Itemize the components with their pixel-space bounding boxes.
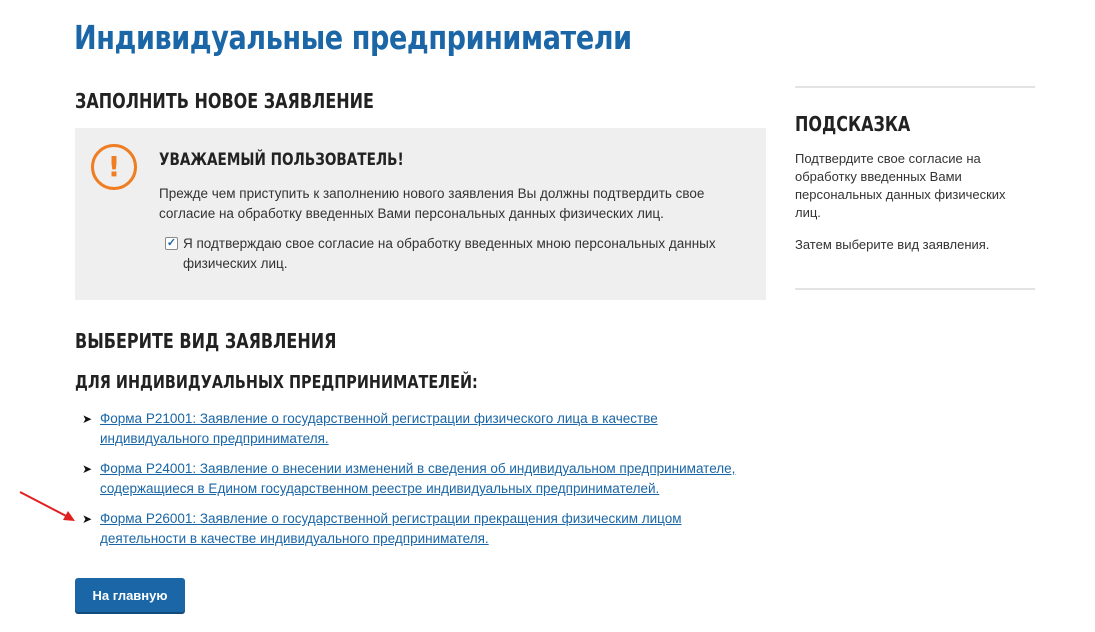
list-item (82, 459, 762, 499)
sidebar-title: ПОДСКАЗКА (795, 112, 911, 136)
red-pointer-arrow-icon (18, 490, 80, 526)
list-item (82, 409, 762, 449)
home-button[interactable]: На главную (75, 578, 185, 612)
form-link-r24001[interactable]: Форма Р24001: Заявление о внесении изменений в сведения об индивидуальном предпринимателе, содержащиеся в Едином государственном реестре индивидуальных предпринимателей. (100, 461, 736, 496)
form-link-r21001[interactable]: Форма Р21001: Заявление о государственной регистрации физического лица в качестве индивидуального предпринимателя. (100, 411, 658, 446)
sidebar-hint-1: Подтвердите свое согласие на обработку введенных Вами персональных данных физических лиц. (795, 151, 1006, 220)
list-item (82, 509, 762, 549)
consent-notice (75, 128, 766, 300)
arrow-bullet-icon: ➤ (82, 512, 93, 526)
consent-checkbox[interactable]: ✓ (166, 237, 177, 249)
consent-label: Я подтверждаю свое согласие на обработку введенных мною персональных данных физических лиц. (183, 236, 716, 271)
page-title: Индивидуальные предприниматели (74, 18, 632, 57)
warning-icon: ! (91, 144, 137, 190)
sidebar-divider (795, 86, 1035, 88)
hint-sidebar (795, 86, 1035, 290)
choose-subheading: ДЛЯ ИНДИВИДУАЛЬНЫХ ПРЕДПРИНИМАТЕЛЕЙ: (75, 372, 478, 393)
sidebar-divider (795, 288, 1035, 290)
choose-heading: ВЫБЕРИТЕ ВИД ЗАЯВЛЕНИЯ (75, 329, 337, 353)
sidebar-hint-2: Затем выберите вид заявления. (795, 237, 990, 252)
arrow-bullet-icon: ➤ (82, 462, 93, 476)
forms-list (82, 409, 762, 559)
arrow-bullet-icon: ➤ (82, 412, 93, 426)
new-application-heading: ЗАПОЛНИТЬ НОВОЕ ЗАЯВЛЕНИЕ (75, 89, 374, 113)
notice-text: Прежде чем приступить к заполнению нового заявления Вы должны подтвердить свое согласие на обработку введенных Вами персональных данных физических лиц. (159, 186, 705, 221)
consent-row[interactable] (165, 234, 755, 274)
form-link-r26001[interactable]: Форма Р26001: Заявление о государственной регистрации прекращения физическим лицом деятельности в качестве индивидуального предпринимателя. (100, 511, 682, 546)
notice-title: УВАЖАЕМЫЙ ПОЛЬЗОВАТЕЛЬ! (159, 150, 404, 170)
